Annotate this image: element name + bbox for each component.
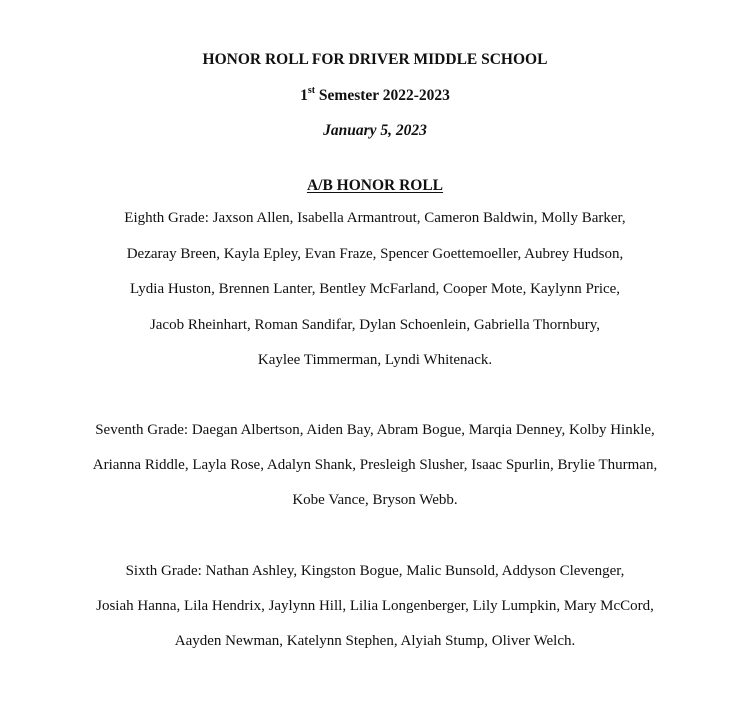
eighth-grade-line: Lydia Huston, Brennen Lanter, Bentley McFarland, Cooper Mote, Kaylynn Price,: [129, 281, 621, 297]
sixth-grade-line: Aayden Newman, Katelynn Stephen, Alyiah Stump, Oliver Welch.: [174, 633, 576, 649]
document-date: January 5, 2023: [323, 122, 427, 139]
seventh-grade-line: Arianna Riddle, Layla Rose, Adalyn Shank, Presleigh Slusher, Isaac Spurlin, Brylie Thurman,: [92, 457, 658, 473]
section-heading-ab-honor-roll: A/B HONOR ROLL: [306, 177, 444, 194]
semester-text: Semester 2022-2023: [315, 87, 450, 104]
eighth-grade-line: Kaylee Timmerman, Lyndi Whitenack.: [257, 352, 493, 368]
eighth-grade-line: Eighth Grade: Jaxson Allen, Isabella Armantrout, Cameron Baldwin, Molly Barker,: [124, 210, 626, 226]
semester-line: [0, 86, 750, 106]
semester-ordinal-suffix: st: [307, 84, 316, 96]
semester-ordinal-number: 1: [300, 87, 308, 104]
document-title: HONOR ROLL FOR DRIVER MIDDLE SCHOOL: [202, 51, 548, 68]
seventh-grade-line: Seventh Grade: Daegan Albertson, Aiden Bay, Abram Bogue, Marqia Denney, Kolby Hinkle,: [95, 422, 655, 438]
eighth-grade-line: Dezaray Breen, Kayla Epley, Evan Fraze, Spencer Goettemoeller, Aubrey Hudson,: [126, 246, 624, 262]
sixth-grade-line: Josiah Hanna, Lila Hendrix, Jaylynn Hill, Lilia Longenberger, Lily Lumpkin, Mary McCord,: [96, 598, 654, 614]
seventh-grade-line: Kobe Vance, Bryson Webb.: [292, 492, 458, 508]
eighth-grade-line: Jacob Rheinhart, Roman Sandifar, Dylan Schoenlein, Gabriella Thornbury,: [149, 317, 601, 333]
sixth-grade-line: Sixth Grade: Nathan Ashley, Kingston Bogue, Malic Bunsold, Addyson Clevenger,: [125, 563, 625, 579]
